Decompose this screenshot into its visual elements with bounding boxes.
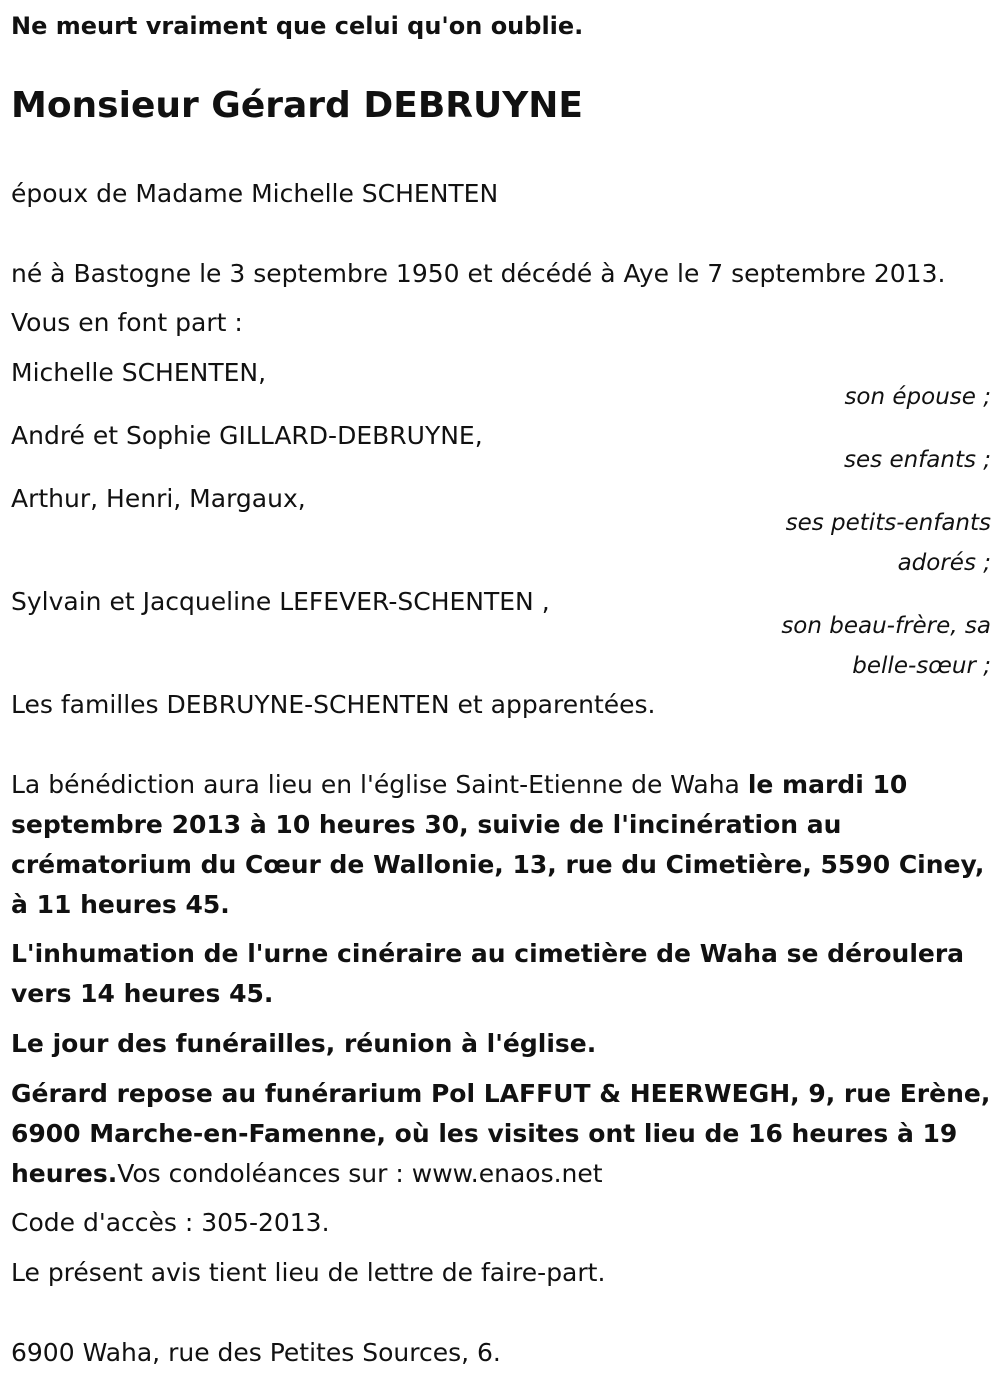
mourner-relation: son épouse ; bbox=[844, 384, 991, 410]
announce-intro: Vous en font part : bbox=[11, 308, 243, 337]
access-code: Code d'accès : 305-2013. bbox=[11, 1208, 330, 1237]
ceremony-paragraph bbox=[11, 765, 991, 925]
funerarium-paragraph bbox=[11, 1074, 991, 1194]
address-line: 6900 Waha, rue des Petites Sources, 6. bbox=[11, 1338, 501, 1367]
mourner-name: Michelle SCHENTEN, bbox=[11, 358, 267, 387]
mourner-name: Sylvain et Jacqueline LEFEVER-SCHENTEN , bbox=[11, 587, 550, 616]
ceremony-details: le mardi 10 septembre 2013 à 10 heures 30, suivie de l'incinération au crématorium du Cœur de Wallonie, 13, rue du Cimetière, 5590 Ciney, à 11 heures 45. bbox=[11, 770, 985, 919]
spouse-line: époux de Madame Michelle SCHENTEN bbox=[11, 179, 499, 208]
epigraph: Ne meurt vraiment que celui qu'on oublie. bbox=[11, 12, 584, 40]
notice-line: Le présent avis tient lieu de lettre de faire-part. bbox=[11, 1258, 606, 1287]
funerarium-details: Gérard repose au funérarium Pol LAFFUT & HEERWEGH, 9, rue Erène, 6900 Marche-en-Famenne, où les visites ont lieu de 16 heures à 19 heures. bbox=[11, 1079, 991, 1188]
birth-death-line: né à Bastogne le 3 septembre 1950 et décédé à Aye le 7 septembre 2013. bbox=[11, 259, 946, 288]
inhumation-paragraph: L'inhumation de l'urne cinéraire au cimetière de Waha se déroulera vers 14 heures 45. bbox=[11, 939, 965, 1008]
families-line: Les familles DEBRUYNE-SCHENTEN et apparentées. bbox=[11, 690, 656, 719]
mourner-relation: ses enfants ; bbox=[844, 447, 991, 473]
deceased-name: Monsieur Gérard DEBRUYNE bbox=[11, 85, 584, 126]
gathering-paragraph: Le jour des funérailles, réunion à l'église. bbox=[11, 1029, 597, 1058]
mourner-relation: son beau-frère, sa belle-sœur ; bbox=[781, 613, 991, 679]
mourner-relation: ses petits-enfants adorés ; bbox=[785, 510, 991, 576]
mourner-name: André et Sophie GILLARD-DEBRUYNE, bbox=[11, 421, 483, 450]
ceremony-intro: La bénédiction aura lieu en l'église Saint-Etienne de Waha bbox=[11, 770, 748, 799]
mourner-name: Arthur, Henri, Margaux, bbox=[11, 484, 306, 513]
condolences-line: Vos condoléances sur : www.enaos.net bbox=[117, 1159, 603, 1188]
